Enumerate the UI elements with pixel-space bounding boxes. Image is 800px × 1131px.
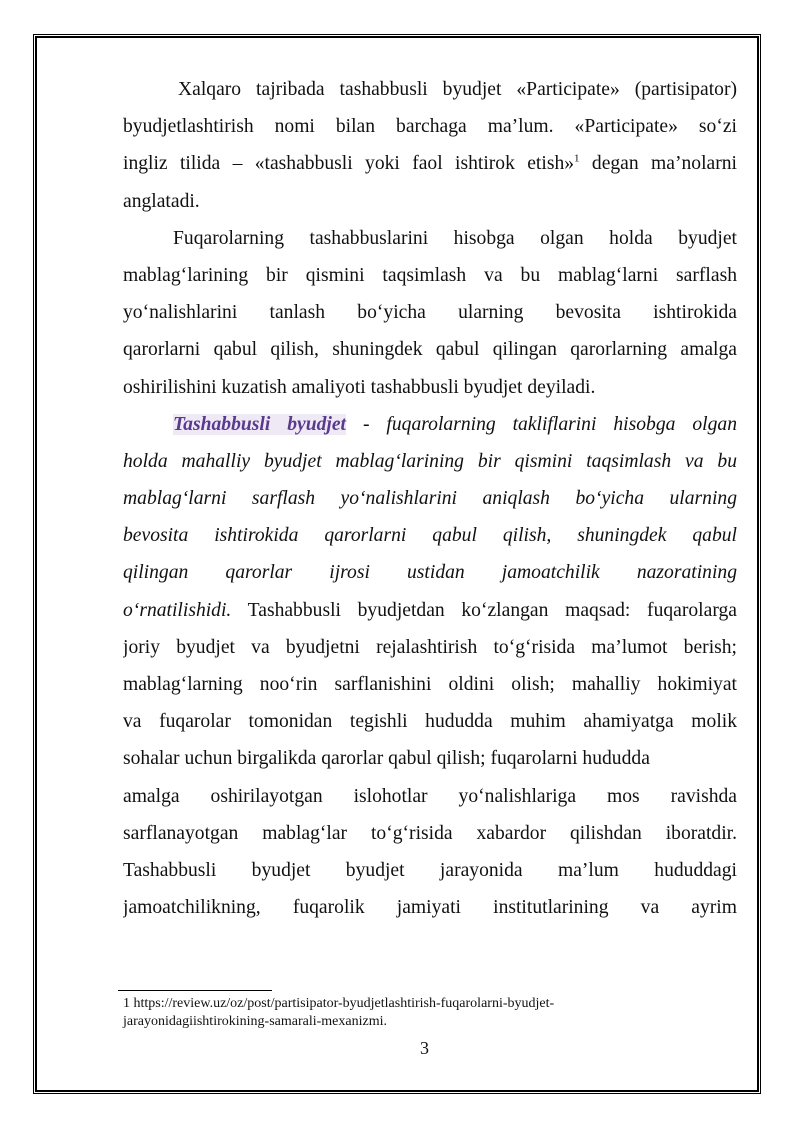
page-number: 3 — [420, 1038, 429, 1058]
p2-line: mablag‘larining bir qismini taqsimlash va bu mablag‘larni sarflash — [123, 264, 737, 286]
p3-line: qilingan qarorlar ijrosi ustidan jamoatchilik nazoratining — [123, 562, 737, 584]
p3-line: joriy byudjet va byudjetni rejalashtirish to‘g‘risida ma’lumot berish; — [123, 636, 737, 658]
p1-line: Xalqaro tajribada tashabbusli byudjet «Participate» (partisipator) — [178, 79, 737, 100]
footnote-line: 1 https://review.uz/oz/post/partisipator-byudjetlashtirish-fuqarolarni-byudjet- — [123, 996, 555, 1011]
p3-line: bevosita ishtirokida qarorlarni qabul qilish, shuningdek qabul — [123, 525, 737, 547]
p2-line: qarorlarni qabul qilish, shuningdek qabul qilingan qarorlarning amalga — [123, 339, 737, 361]
p2-line: yo‘nalishlarini tanlash bo‘yicha ularning bevosita ishtirokida — [123, 302, 737, 324]
footnote-separator — [118, 990, 272, 991]
footnote — [123, 995, 723, 1031]
p3-line: va fuqarolar tomonidan tegishli hududda muhim ahamiyatga molik — [123, 711, 737, 733]
p1-line — [123, 145, 737, 182]
p2-line: oshirilishini kuzatish amaliyoti tashabbusli byudjet deyiladi. — [123, 376, 596, 398]
p3-line: holda mahalliy byudjet mablag‘larining bir qismini taqsimlash va bu — [123, 450, 737, 472]
p3-line: amalga oshirilayotgan islohotlar yo‘nalishlariga mos ravishda — [123, 785, 737, 807]
p1-line: anglatadi. — [123, 190, 200, 212]
footnote-ref: 1 — [574, 152, 580, 165]
p1-text: degan ma’nolarni — [579, 153, 737, 175]
definition-text: o‘rnatilishidi. — [123, 599, 232, 621]
p3-line: sarflanayotgan mablag‘lar to‘g‘risida xabardor qilishdan iboratdir. — [123, 822, 737, 844]
p3-text: Tashabbusli byudjetdan ko‘zlangan maqsad: fuqarolarga — [231, 599, 737, 621]
p3-line: sohalar uchun birgalikda qarorlar qabul qilish; fuqarolarni hududda — [123, 748, 650, 770]
p3-line — [123, 592, 737, 629]
p3-line: jamoatchilikning, fuqarolik jamiyati institutlarining va ayrim — [123, 897, 737, 919]
p3-line: mablag‘larni sarflash yo‘nalishlarini aniqlash bo‘yicha ularning — [123, 488, 737, 510]
p1-line: byudjetlashtirish nomi bilan barchaga ma’lum. «Participate» so‘zi — [123, 116, 737, 138]
footnote-line: jarayonidagiishtirokining-samarali-mexanizmi. — [123, 1014, 387, 1029]
p2-line: Fuqarolarning tashabbuslarini hisobga olgan holda byudjet — [173, 227, 737, 249]
definition-text: - fuqarolarning takliflarini hisobga olgan — [346, 413, 737, 435]
p1-text: ingliz tilida – «tashabbusli yoki faol ishtirok etish» — [123, 153, 575, 175]
document-body — [123, 71, 737, 926]
p3-line: Tashabbusli byudjet byudjet jarayonida ma’lum hududdagi — [123, 859, 737, 881]
p3-line: mablag‘larning noo‘rin sarflanishini oldini olish; mahalliy hokimiyat — [123, 674, 737, 695]
highlighted-term: Tashabbusli byudjet — [173, 413, 347, 435]
p3-line — [123, 406, 737, 443]
